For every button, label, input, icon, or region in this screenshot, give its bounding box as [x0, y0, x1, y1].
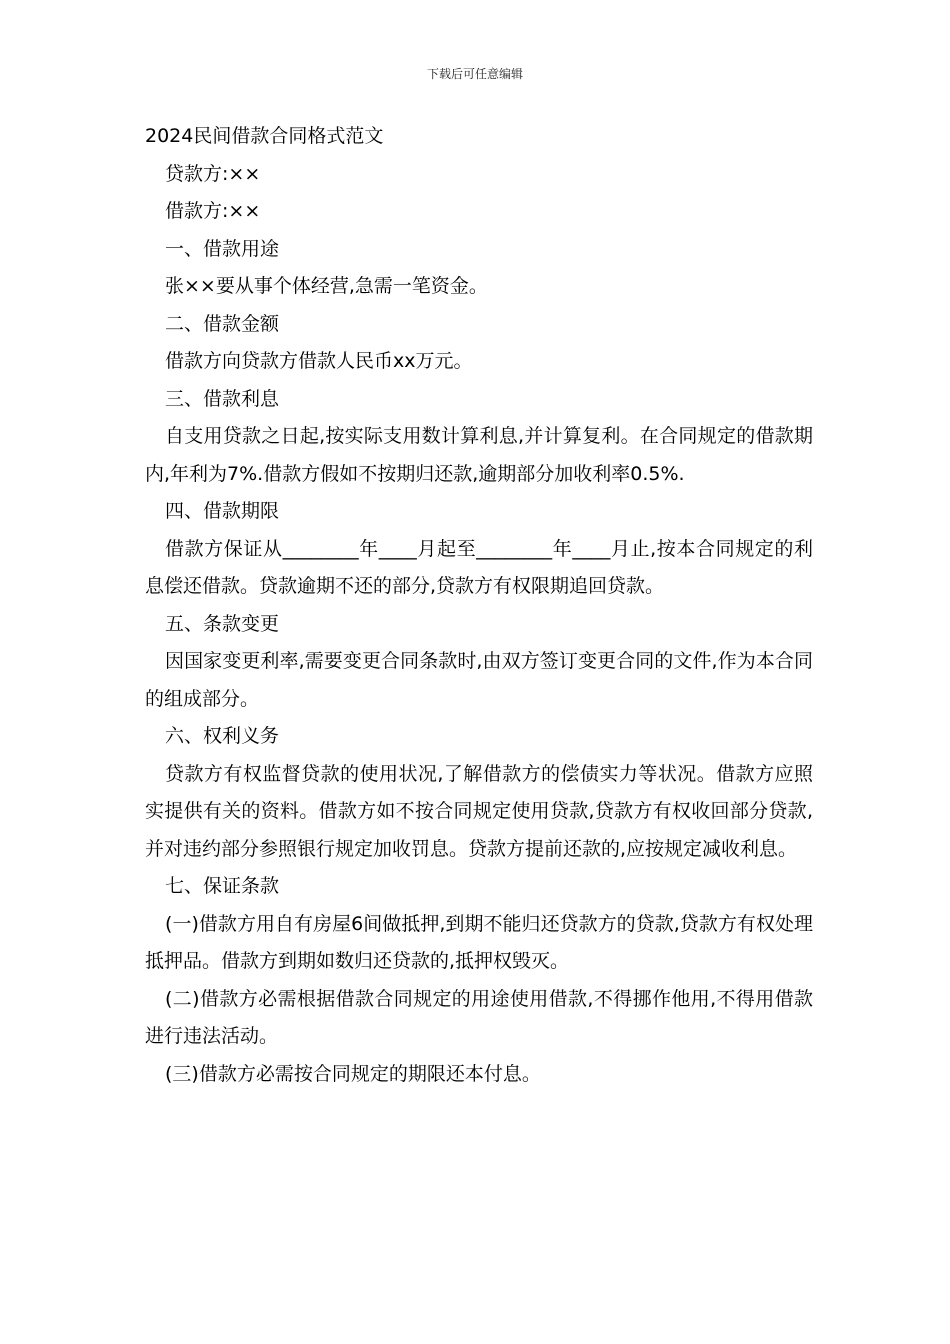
section-paragraph: 因国家变更利率,需要变更合同条款时,由双方签订变更合同的文件,作为本合同的组成部分。: [145, 650, 813, 710]
section-paragraph: 借款方向贷款方借款人民币xx万元。: [165, 350, 473, 372]
lender-line: 贷款方:××: [165, 162, 261, 185]
section-paragraph: 张××要从事个体经营,急需一笔资金。: [165, 275, 488, 297]
section-heading: 七、保证条款: [165, 875, 280, 897]
section-heading: 四、借款期限: [165, 500, 280, 522]
section-paragraph: (三)借款方必需按合同规定的期限还本付息。: [165, 1062, 541, 1085]
document-title: 2024民间借款合同格式范文: [145, 125, 384, 147]
section-paragraph: 借款方保证从________年____月起至________年____月止,按本合同规定的利息偿还借款。贷款逾期不还的部分,贷款方有权限期追回贷款。: [145, 537, 813, 597]
document-body: [145, 118, 813, 1093]
section-heading: 六、权利义务: [165, 725, 280, 747]
section-paragraph: (一)借款方用自有房屋6间做抵押,到期不能归还贷款方的贷款,贷款方有权处理抵押品。借款方到期如数归还贷款的,抵押权毁灭。: [145, 912, 813, 972]
section-paragraph: 自支用贷款之日起,按实际支用数计算利息,并计算复利。在合同规定的借款期内,年利为7%.借款方假如不按期归还款,逾期部分加收利率0.5%.: [145, 425, 813, 485]
section-heading: 五、条款变更: [165, 612, 280, 635]
section-heading: 三、借款利息: [165, 387, 280, 410]
section-heading: 二、借款金额: [165, 312, 280, 335]
section-heading: 一、借款用途: [165, 237, 280, 260]
section-paragraph: 贷款方有权监督贷款的使用状况,了解借款方的偿债实力等状况。借款方应照实提供有关的资料。借款方如不按合同规定使用贷款,贷款方有权收回部分贷款,并对违约部分参照银行规定加收罚息。贷款方提前还款的,应按规定减收利息。: [145, 762, 813, 860]
borrower-line: 借款方:××: [165, 200, 261, 222]
section-paragraph: (二)借款方必需根据借款合同规定的用途使用借款,不得挪作他用,不得用借款进行违法活动。: [145, 987, 813, 1047]
page-header-note: 下载后可任意编辑: [426, 67, 523, 81]
